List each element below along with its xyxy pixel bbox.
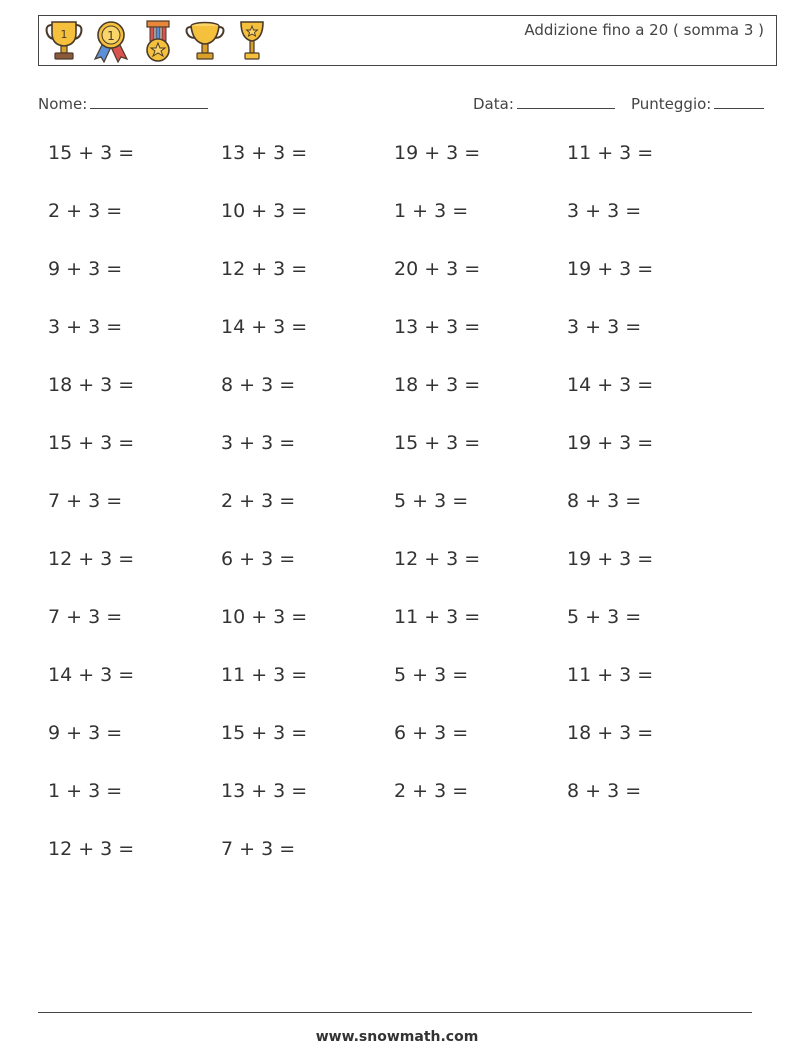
problem-row (48, 722, 748, 780)
problem-row (48, 548, 748, 606)
svg-text:1: 1 (107, 29, 115, 43)
problem-item: 14 + 3 = (48, 664, 135, 686)
name-blank[interactable] (90, 94, 208, 109)
problem-item: 14 + 3 = (567, 374, 654, 396)
problem-item: 15 + 3 = (394, 432, 481, 454)
problem-item: 19 + 3 = (567, 432, 654, 454)
problem-item: 18 + 3 = (394, 374, 481, 396)
problem-item: 5 + 3 = (567, 606, 642, 628)
problem-item: 18 + 3 = (48, 374, 135, 396)
trophy-one-icon (44, 19, 84, 63)
worksheet-title: Addizione fino a 20 ( somma 3 ) (524, 21, 764, 39)
problem-item: 15 + 3 = (48, 432, 135, 454)
problem-item: 10 + 3 = (221, 200, 308, 222)
problem-grid (48, 142, 748, 896)
problem-row (48, 374, 748, 432)
footer-url: www.snowmath.com (315, 1029, 479, 1045)
problem-item: 15 + 3 = (221, 722, 308, 744)
problem-item: 13 + 3 = (221, 780, 308, 802)
problem-item: 19 + 3 = (394, 142, 481, 164)
score-field (631, 94, 764, 113)
problem-item: 10 + 3 = (221, 606, 308, 628)
date-field (473, 94, 615, 113)
date-blank[interactable] (517, 94, 615, 109)
problem-row (48, 142, 748, 200)
name-label: Nome: (38, 95, 88, 113)
problem-item: 12 + 3 = (48, 548, 135, 570)
problem-item: 2 + 3 = (221, 490, 296, 512)
problem-item: 3 + 3 = (567, 316, 642, 338)
problem-item: 19 + 3 = (567, 548, 654, 570)
problem-item: 1 + 3 = (394, 200, 469, 222)
problem-item: 3 + 3 = (48, 316, 123, 338)
problem-item: 11 + 3 = (567, 142, 654, 164)
header-icons (44, 18, 279, 64)
problem-row (48, 664, 748, 722)
problem-item: 11 + 3 = (394, 606, 481, 628)
problem-item: 11 + 3 = (567, 664, 654, 686)
problem-item: 12 + 3 = (221, 258, 308, 280)
name-field (38, 94, 208, 113)
problem-item: 12 + 3 = (48, 838, 135, 860)
problem-item: 8 + 3 = (567, 780, 642, 802)
medal-star-icon (138, 19, 178, 63)
problem-item: 6 + 3 = (221, 548, 296, 570)
problem-item: 1 + 3 = (48, 780, 123, 802)
problem-row (48, 316, 748, 374)
problem-item: 7 + 3 = (221, 838, 296, 860)
problem-item: 14 + 3 = (221, 316, 308, 338)
problem-item: 5 + 3 = (394, 664, 469, 686)
problem-item: 6 + 3 = (394, 722, 469, 744)
date-label: Data: (473, 95, 514, 113)
problem-item: 18 + 3 = (567, 722, 654, 744)
problem-item: 20 + 3 = (394, 258, 481, 280)
problem-row (48, 780, 748, 838)
problem-item: 3 + 3 = (567, 200, 642, 222)
problem-item: 9 + 3 = (48, 258, 123, 280)
problem-item: 5 + 3 = (394, 490, 469, 512)
score-label: Punteggio: (631, 95, 712, 113)
problem-item: 7 + 3 = (48, 490, 123, 512)
problem-item: 2 + 3 = (48, 200, 123, 222)
problem-row (48, 606, 748, 664)
problem-row (48, 200, 748, 258)
footer-divider (38, 1012, 752, 1013)
problem-item: 3 + 3 = (221, 432, 296, 454)
problem-item: 2 + 3 = (394, 780, 469, 802)
trophy-cup-icon (185, 19, 225, 63)
problem-row (48, 432, 748, 490)
problem-row (48, 490, 748, 548)
problem-row (48, 838, 748, 896)
svg-text:1: 1 (60, 28, 68, 41)
problem-item: 9 + 3 = (48, 722, 123, 744)
problem-item: 13 + 3 = (221, 142, 308, 164)
medal-ribbon-one-icon (91, 19, 131, 63)
problem-item: 15 + 3 = (48, 142, 135, 164)
problem-item: 12 + 3 = (394, 548, 481, 570)
problem-item: 8 + 3 = (221, 374, 296, 396)
problem-item: 11 + 3 = (221, 664, 308, 686)
problem-row (48, 258, 748, 316)
goblet-star-icon (232, 19, 272, 63)
problem-item: 7 + 3 = (48, 606, 123, 628)
score-blank[interactable] (714, 94, 764, 109)
problem-item: 13 + 3 = (394, 316, 481, 338)
header-box (38, 15, 777, 66)
problem-item: 19 + 3 = (567, 258, 654, 280)
problem-item: 8 + 3 = (567, 490, 642, 512)
